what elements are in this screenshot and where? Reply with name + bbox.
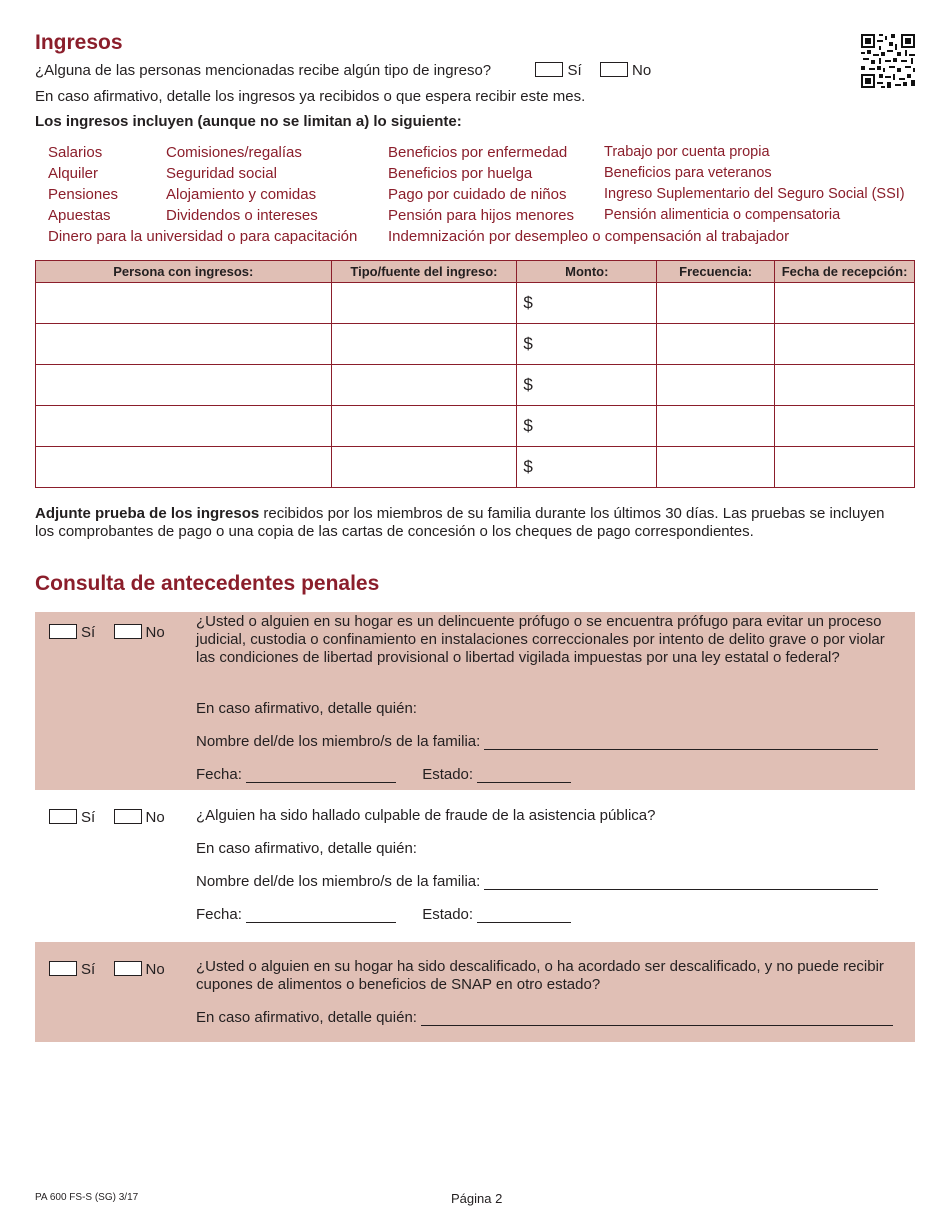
type-field[interactable]	[331, 324, 517, 365]
member-name-field[interactable]	[484, 875, 878, 890]
header-person: Persona con ingresos:	[36, 261, 332, 283]
state-label: Estado:	[422, 906, 474, 923]
criminal-q2-text: ¿Alguien ha sido hallado culpable de fraude de la asistencia pública?	[196, 807, 656, 824]
criminal-q1-text: ¿Usted o alguien en su hogar es un delincuente prófugo o se encuentra prófugo para evitar un proceso judicial, custodia o confinamiento en instalaciones correccionales por intento de delito grave o por violar las condiciones de libertad provisional o libertad vigilada impuestas por una ley estatal o federal?	[196, 613, 885, 666]
income-type: Salarios	[48, 144, 103, 161]
criminal-q3-options	[49, 961, 165, 978]
yes-label: Sí	[81, 624, 96, 641]
date-label: Fecha:	[196, 766, 242, 783]
criminal-q3-if-yes-row	[196, 1009, 893, 1026]
table-row	[36, 283, 915, 324]
yes-label: Sí	[81, 809, 96, 826]
income-detail-text: En caso afirmativo, detalle los ingresos ya recibidos o que espera recibir este mes.	[35, 88, 586, 105]
qr-code-icon	[861, 34, 915, 88]
income-includes-heading: Los ingresos incluyen (aunque no se limitan a) lo siguiente:	[35, 113, 462, 130]
no-label: No	[145, 624, 165, 641]
table-row	[36, 324, 915, 365]
page-number: Página 2	[451, 1191, 503, 1206]
amount-field[interactable]	[517, 324, 657, 365]
income-type: Pensiones	[48, 186, 119, 203]
person-field[interactable]	[36, 324, 332, 365]
criminal-q3-no-checkbox[interactable]	[114, 961, 142, 976]
currency-symbol: $	[523, 293, 533, 312]
income-proof-line-2: los comprobantes de pago o una copia de las cartas de concesión o los cheques de pago correspondientes.	[35, 523, 754, 540]
income-yes-label: Sí	[567, 62, 582, 79]
criminal-q1-date-row	[196, 766, 571, 783]
income-type: Dinero para la universidad o para capacitación	[48, 228, 358, 245]
income-type: Pensión para hijos menores	[388, 207, 574, 224]
criminal-q3-text: ¿Usted o alguien en su hogar ha sido descalificado, o ha acordado ser descalificado, y no puede recibir cupones de alimentos o beneficios de SNAP en otro estado?	[196, 958, 884, 993]
criminal-q2-if-yes: En caso afirmativo, detalle quién:	[196, 840, 417, 857]
criminal-q2-date-row	[196, 906, 571, 923]
income-type: Pensión alimenticia o compensatoria	[604, 207, 841, 223]
date-field[interactable]	[775, 324, 915, 365]
table-row	[36, 447, 915, 488]
currency-symbol: $	[523, 375, 533, 394]
income-type: Alojamiento y comidas	[166, 186, 317, 203]
header-frequency: Frecuencia:	[657, 261, 775, 283]
criminal-q1-no-checkbox[interactable]	[114, 624, 142, 639]
income-type: Dividendos o intereses	[166, 207, 318, 224]
frequency-field[interactable]	[657, 324, 775, 365]
income-type: Ingreso Suplementario del Seguro Social (SSI)	[604, 186, 905, 202]
amount-field[interactable]	[517, 283, 657, 324]
criminal-section-title: Consulta de antecedentes penales	[35, 572, 380, 595]
table-row	[36, 406, 915, 447]
income-no-checkbox[interactable]	[600, 62, 628, 77]
income-type-column-2	[166, 142, 318, 226]
no-label: No	[145, 961, 165, 978]
state-label: Estado:	[422, 766, 474, 783]
frequency-field[interactable]	[657, 406, 775, 447]
criminal-q1-yes-checkbox[interactable]	[49, 624, 77, 639]
income-type: Beneficios por enfermedad	[388, 144, 568, 161]
income-question-row	[35, 62, 651, 79]
income-type: Seguridad social	[166, 165, 277, 182]
income-type: Beneficios por huelga	[388, 165, 533, 182]
if-yes-field[interactable]	[421, 1011, 893, 1026]
date-label: Fecha:	[196, 906, 242, 923]
member-name-field[interactable]	[484, 735, 878, 750]
yes-label: Sí	[81, 961, 96, 978]
criminal-q1-member-row	[196, 733, 878, 750]
currency-symbol: $	[523, 457, 533, 476]
income-table	[35, 260, 915, 488]
frequency-field[interactable]	[657, 447, 775, 488]
header-type: Tipo/fuente del ingreso:	[331, 261, 517, 283]
date-field[interactable]	[775, 283, 915, 324]
income-type: Comisiones/regalías	[166, 144, 302, 161]
form-id: PA 600 FS-S (SG) 3/17	[35, 1192, 139, 1203]
date-field[interactable]	[775, 406, 915, 447]
income-type: Apuestas	[48, 207, 111, 224]
date-field[interactable]	[775, 447, 915, 488]
type-field[interactable]	[331, 283, 517, 324]
income-type: Alquiler	[48, 165, 99, 182]
header-date: Fecha de recepción:	[775, 261, 915, 283]
frequency-field[interactable]	[657, 283, 775, 324]
frequency-field[interactable]	[657, 365, 775, 406]
no-label: No	[145, 809, 165, 826]
state-field[interactable]	[477, 908, 571, 923]
state-field[interactable]	[477, 768, 571, 783]
table-row	[36, 365, 915, 406]
currency-symbol: $	[523, 416, 533, 435]
amount-field[interactable]	[517, 447, 657, 488]
criminal-q2-member-row	[196, 873, 878, 890]
income-type: Trabajo por cuenta propia	[604, 144, 770, 160]
income-type-column-3	[388, 142, 574, 226]
type-field[interactable]	[331, 365, 517, 406]
income-proof-bold: Adjunte prueba de los ingresos	[35, 505, 260, 522]
amount-field[interactable]	[517, 365, 657, 406]
type-field[interactable]	[331, 406, 517, 447]
person-field[interactable]	[36, 406, 332, 447]
member-name-label: Nombre del/de los miembro/s de la familia:	[196, 733, 481, 750]
income-type: Indemnización por desempleo o compensación al trabajador	[388, 228, 790, 245]
member-name-label: Nombre del/de los miembro/s de la familia:	[196, 873, 481, 890]
income-type-column-4	[604, 142, 905, 226]
header-amount: Monto:	[517, 261, 657, 283]
person-field[interactable]	[36, 447, 332, 488]
date-field[interactable]	[775, 365, 915, 406]
income-proof-line-1: recibidos por los miembros de su familia durante los últimos 30 días. Las pruebas se incluyen	[259, 505, 885, 522]
criminal-q1-options	[49, 624, 165, 641]
income-table-header	[36, 261, 915, 283]
currency-symbol: $	[523, 334, 533, 353]
date-field[interactable]	[246, 908, 396, 923]
type-field[interactable]	[331, 447, 517, 488]
income-type: Beneficios para veteranos	[604, 165, 772, 181]
income-yes-checkbox[interactable]	[535, 62, 563, 77]
criminal-q3-yes-checkbox[interactable]	[49, 961, 77, 976]
income-section-title: Ingresos	[35, 31, 123, 54]
amount-field[interactable]	[517, 406, 657, 447]
criminal-q2-options	[49, 809, 165, 826]
income-type: Pago por cuidado de niños	[388, 186, 567, 203]
criminal-q2-no-checkbox[interactable]	[114, 809, 142, 824]
income-no-label: No	[632, 62, 652, 79]
income-proof-text	[35, 505, 915, 541]
income-type-column-1	[48, 142, 118, 226]
person-field[interactable]	[36, 283, 332, 324]
income-question: ¿Alguna de las personas mencionadas recibe algún tipo de ingreso?	[35, 62, 492, 79]
criminal-q1-if-yes: En caso afirmativo, detalle quién:	[196, 700, 417, 717]
criminal-q2-yes-checkbox[interactable]	[49, 809, 77, 824]
person-field[interactable]	[36, 365, 332, 406]
date-field[interactable]	[246, 768, 396, 783]
if-yes-label: En caso afirmativo, detalle quién:	[196, 1009, 417, 1026]
